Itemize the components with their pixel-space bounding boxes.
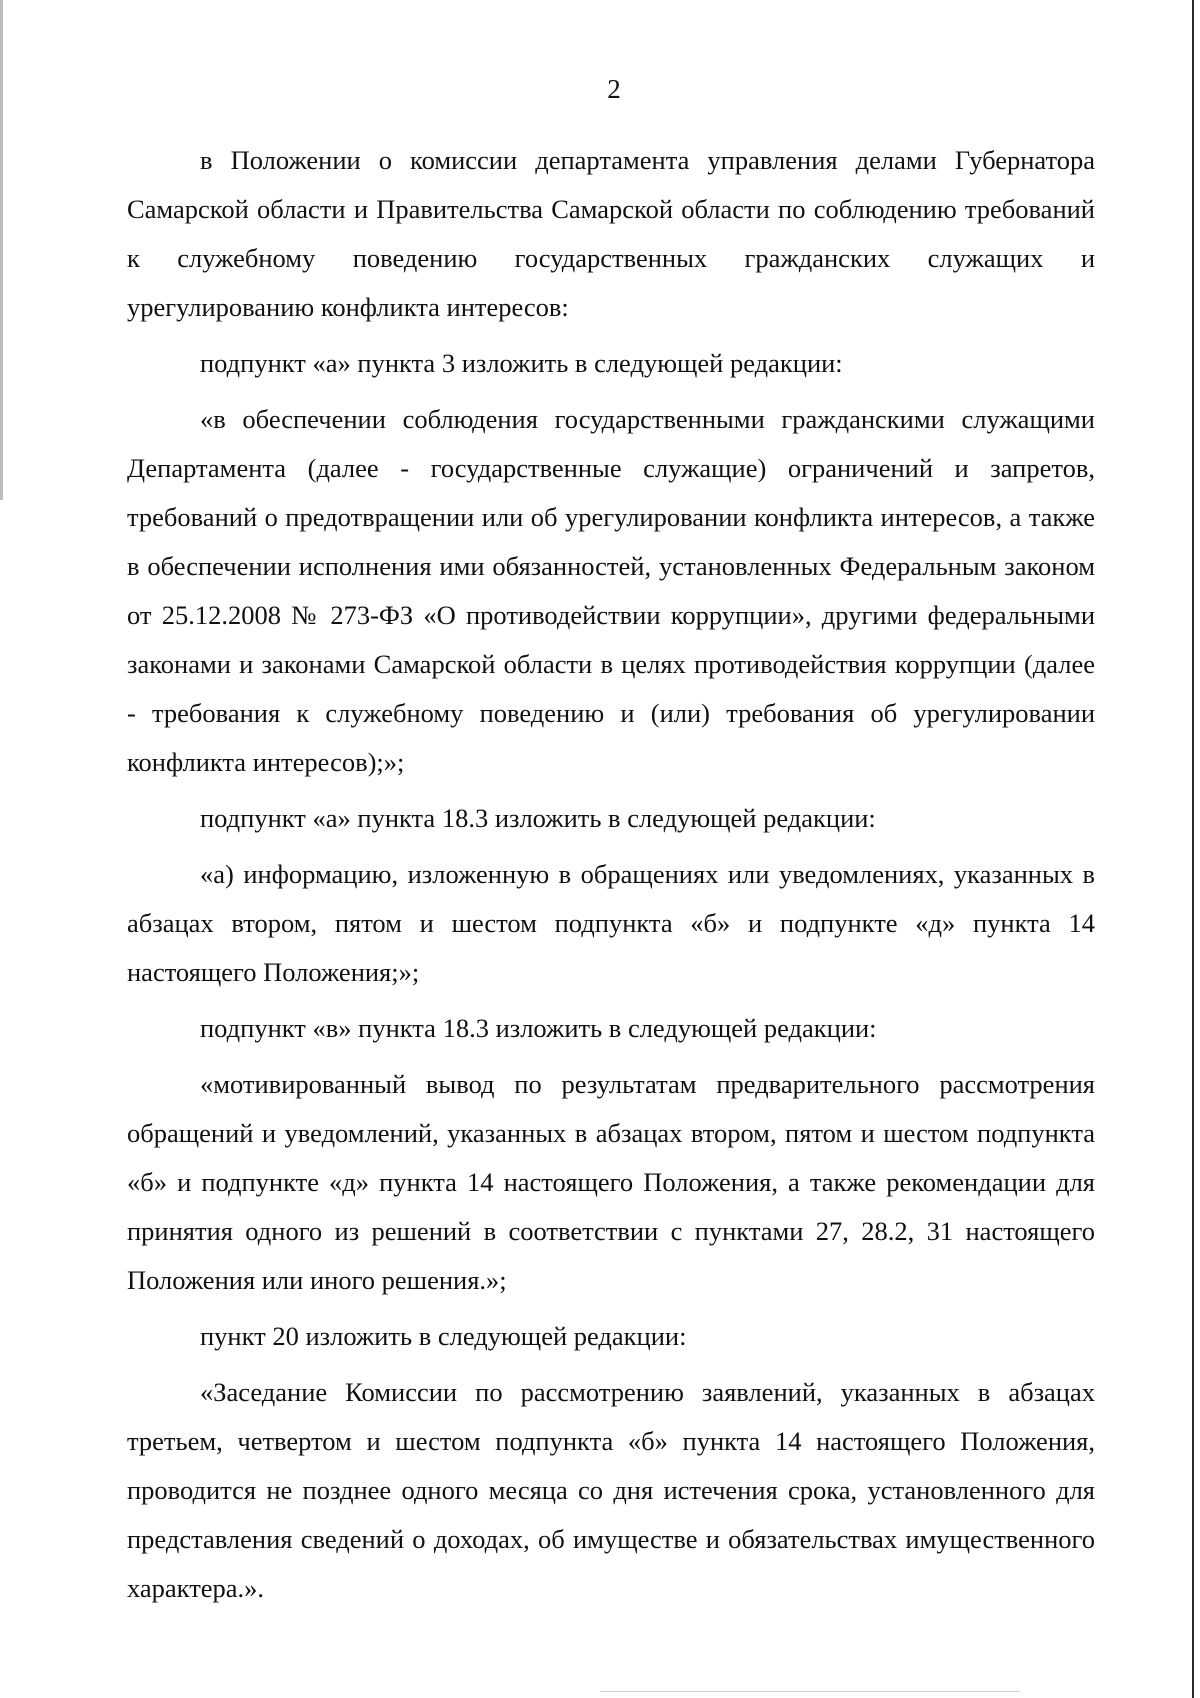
paragraph: «а) информацию, изложенную в обращениях или уведомлениях, указанных в абзацах втором, пятом и шестом подпункта «б» и подпункте «д» пункта 14 настоящего Положения;»;: [127, 859, 1095, 987]
paragraph: «в обеспечении соблюдения государственными гражданскими служащими Департамента (далее - государственные служащие) ограничений и запретов, требований о предотвращении или об урегулировании конфликта интересов, а также в обеспечении исполнения ими обязанностей, установленных Федеральным законом от 25.12.2008 № 273-ФЗ «О противодействии коррупции», другими федеральными законами и законами Самарской области в целях противодействия коррупции (далее - требования к служебному поведению и (или) требования об урегулировании конфликта интересов);»;: [127, 404, 1095, 777]
paragraph: в Положении о комиссии департамента управления делами Губернатора Самарской области и Правительства Самарской области по соблюдению требований к служебному поведению государственных гражданских служащих и урегулированию конфликта интересов:: [127, 145, 1095, 322]
paragraph: «Заседание Комиссии по рассмотрению заявлений, указанных в абзацах третьем, четвертом и шестом подпункта «б» пункта 14 настоящего Положения, проводится не позднее одного месяца со дня истечения срока, установленного для представления сведений о доходах, об имуществе и обязательствах имущественного характера.».: [127, 1377, 1095, 1603]
paragraph: подпункт «в» пункта 18.3 изложить в следующей редакции:: [200, 1013, 877, 1043]
scan-edge-mark: [0, 0, 3, 500]
paragraph: пункт 20 изложить в следующей редакции:: [200, 1321, 687, 1351]
paragraph: «мотивированный вывод по результатам предварительного рассмотрения обращений и уведомлений, указанных в абзацах втором, пятом и шестом подпункта «б» и подпункте «д» пункта 14 настоящего Положения, а также рекомендации для принятия одного из решений в соответствии с пунктами 27, 28.2, 31 настоящего Положения или иного решения.»;: [127, 1069, 1095, 1295]
paragraph: подпункт «а» пункта 3 изложить в следующей редакции:: [200, 348, 843, 378]
paragraph: подпункт «а» пункта 18.3 изложить в следующей редакции:: [200, 803, 876, 833]
document-body: [127, 136, 1095, 1613]
scan-edge-mark-bottom: [600, 1691, 1020, 1692]
scan-edge-line: [1192, 0, 1194, 1698]
page-number: 2: [607, 74, 621, 104]
